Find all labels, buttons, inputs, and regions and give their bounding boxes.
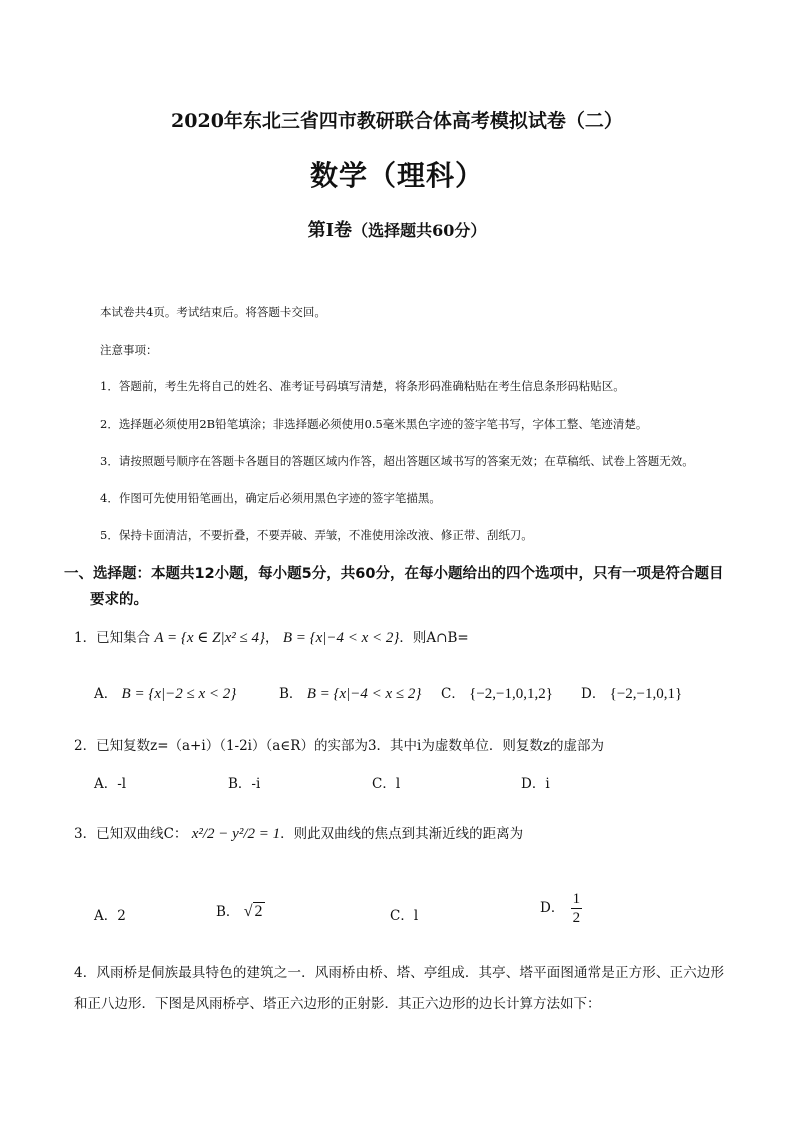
section-heading-line: 一、选择题：本题共12小题，每小题5分，共60分，在每小题给出的四个选项中，只有一项是符合题目 bbox=[64, 566, 724, 582]
question-2-stem: 2．已知复数z=（a+i）（1-2i）（a∈R）的实部为3．其中i为虚数单位．则复数z的虚部为 bbox=[74, 738, 604, 754]
q2-option-a: A．-l bbox=[94, 776, 127, 792]
question-4-stem: 4．风雨桥是侗族最具特色的建筑之一．风雨桥由桥、塔、亭组成．其亭、塔平面图通常是正方形、正六边形和正八边形．下图是风雨桥亭、塔正六边形的正射影．其正六边形的边长计算方法如下： bbox=[74, 965, 724, 1012]
q1-suffix: ．则A∩B= bbox=[399, 630, 469, 646]
q3-option-b: B． √ 2 bbox=[216, 903, 263, 920]
sqrt-symbol: √ 2 bbox=[243, 903, 263, 920]
q1-set-b: B = {x|−4 < x < 2} bbox=[282, 630, 400, 646]
q3-option-a: A．2 bbox=[94, 908, 126, 924]
q3-option-c: C．l bbox=[390, 908, 419, 924]
question-3-stem bbox=[74, 822, 523, 843]
q2-option-b: B．-i bbox=[228, 776, 261, 792]
q1-option-c: C． {−2,−1,0,1,2} bbox=[441, 686, 553, 702]
note-item: 2．选择题必须使用2B铅笔填涂；非选择题必须使用0.5毫米黑色字迹的签字笔书写，字体工整、笔迹清楚。 bbox=[100, 417, 648, 431]
fraction-half: $\frac{1}{2}$ bbox=[572, 891, 581, 926]
q1-set-a: A = {x ∈ Z|x² ≤ 4} bbox=[154, 630, 266, 646]
q1-option-b: B． B = {x|−4 < x ≤ 2} bbox=[279, 686, 422, 702]
q3-equation: x²/2 − y²/2 = 1 bbox=[191, 826, 281, 842]
q3-option-d: D． $\frac{1}{2}$ bbox=[540, 891, 581, 926]
note-item: 1．答题前，考生先将自己的姓名、准考证号码填写清楚，将条形码准确粘贴在考生信息条形码粘贴区。 bbox=[100, 379, 625, 393]
q2-option-d: D．i bbox=[521, 776, 550, 792]
note-item: 4．作图可先使用铅笔画出，确定后必须用黑色字迹的签字笔描黑。 bbox=[100, 491, 441, 505]
q1-option-d: D． {−2,−1,0,1} bbox=[581, 686, 683, 702]
part-main: 第Ⅰ卷 bbox=[307, 220, 353, 241]
part-title bbox=[0, 216, 794, 242]
section-heading bbox=[64, 561, 744, 613]
q3-prefix: 3．已知双曲线C： bbox=[74, 826, 188, 842]
exam-title: 2020年东北三省四市教研联合体高考模拟试卷（二） bbox=[171, 110, 623, 132]
notes-title: 注意事项： bbox=[100, 343, 158, 357]
subject-title: 数学（理科） bbox=[309, 159, 484, 192]
note-item: 5．保持卡面清洁，不要折叠，不要弄破、弄皱，不准使用涂改液、修正带、刮纸刀。 bbox=[100, 528, 533, 542]
intro-text: 本试卷共4页。考试结束后。将答题卡交回。 bbox=[100, 305, 326, 319]
section-heading-line: 要求的。 bbox=[90, 592, 148, 608]
question-1-stem: 1．已知集合 A = {x ∈ Z|x² ≤ 4}， B = {x|−4 < x < 2}．则A∩B= bbox=[74, 630, 469, 646]
q1-prefix: 1．已知集合 bbox=[74, 630, 151, 646]
q1-option-a: A． B = {x|−2 ≤ x < 2} bbox=[94, 686, 237, 702]
note-item: 3．请按照题号顺序在答题卡各题目的答题区域内作答，超出答题区域书写的答案无效；在草稿纸、试卷上答题无效。 bbox=[100, 454, 694, 468]
part-sub: （选择题共60分） bbox=[352, 221, 487, 240]
q2-option-c: C．l bbox=[372, 776, 401, 792]
q3-suffix: ．则此双曲线的焦点到其渐近线的距离为 bbox=[280, 826, 524, 842]
